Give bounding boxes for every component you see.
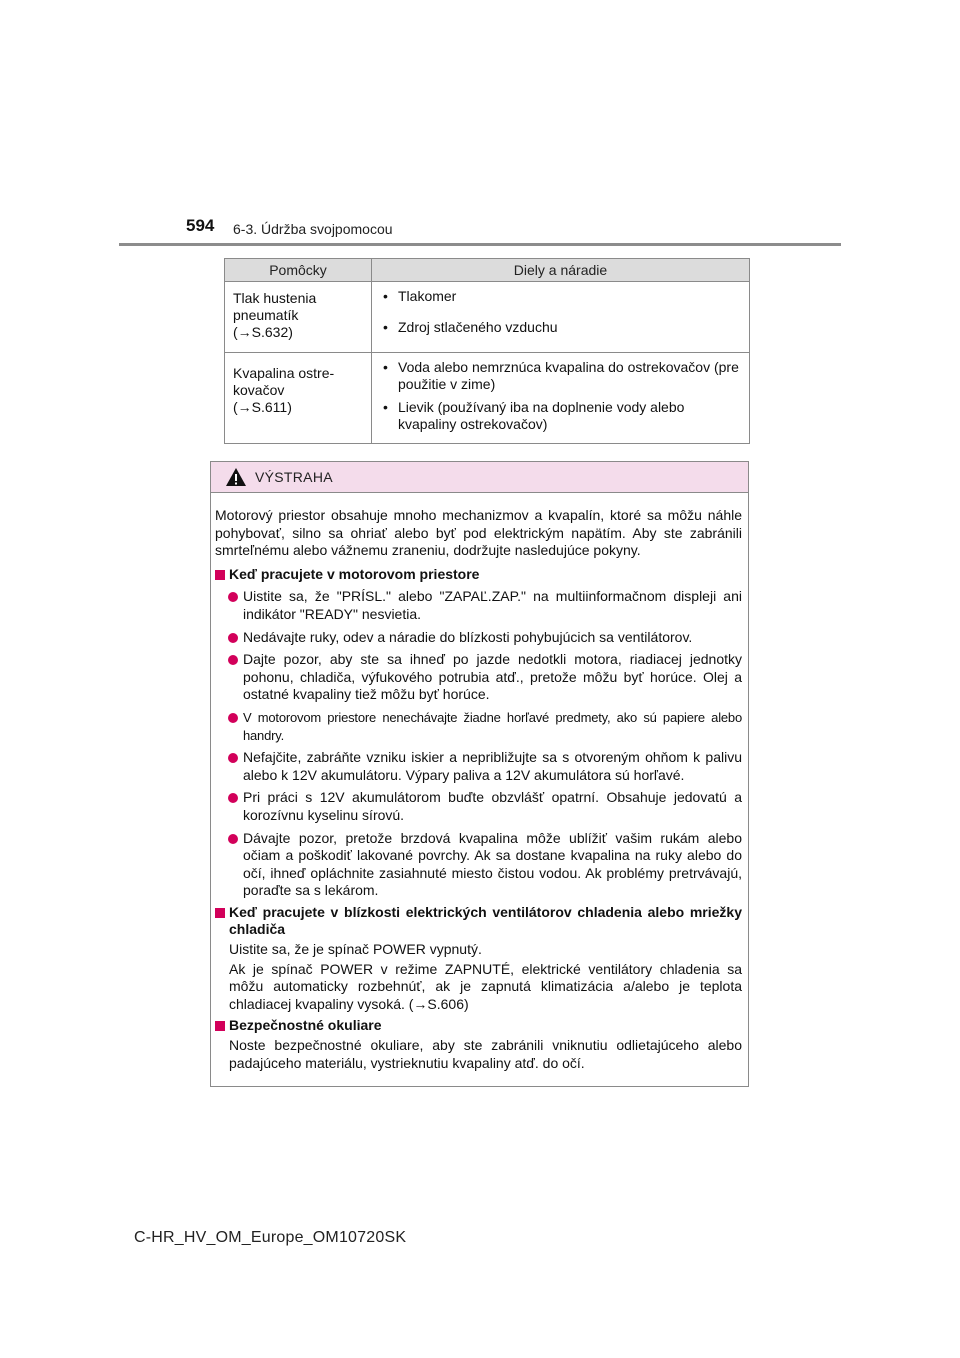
tool-cell xyxy=(225,353,372,444)
warning-title: VÝSTRAHA xyxy=(255,469,333,485)
bullet-dot-icon xyxy=(228,655,238,665)
warning-bullet: Pri práci s 12V akumulátorom buďte obzvlášť opatrní. Obsahuje jedovatú a korozívnu kyselinu sírovú. xyxy=(215,789,742,824)
section-heading: Keď pracujete v motorovom priestore xyxy=(215,566,742,584)
parts-item: • Zdroj stlačeného vzduchu xyxy=(380,319,741,336)
bullet-dot-icon xyxy=(228,834,238,844)
section-heading: Keď pracujete v blízkosti elektrických ventilátorov chladenia alebo mriežky chladiča xyxy=(215,904,742,939)
warning-body xyxy=(211,493,748,1072)
bullet-dot-icon xyxy=(228,793,238,803)
tool-name-line: Kvapalina ostre- xyxy=(233,365,335,381)
warning-triangle-icon xyxy=(225,467,247,487)
tool-name-line: kovačov xyxy=(233,382,285,398)
section-text: Ak je spínač POWER v režime ZAPNUTÉ, elektrické ventilátory chladenia sa môžu automaticky rozbehnúť, ak je zapnutá klimatizácia a/alebo je teplota chladiacej kvapaliny vysoká. (→S.606) xyxy=(229,960,742,1012)
parts-item: • Tlakomer xyxy=(380,288,741,305)
page-reference: (→S.632) xyxy=(233,324,293,340)
parts-cell xyxy=(372,353,750,444)
warning-bullet: Nedávajte ruky, odev a náradie do blízkosti pohybujúcich sa ventilátorov. xyxy=(215,629,742,647)
parts-item: • Lievik (používaný iba na doplnenie vody alebo kvapaliny ostrekovačov) xyxy=(380,399,741,433)
square-bullet-icon xyxy=(215,570,225,580)
header-rule xyxy=(119,243,841,246)
tool-name-line: Tlak hustenia xyxy=(233,290,317,306)
section-text: Uistite sa, že je spínač POWER vypnutý. xyxy=(229,941,482,958)
tool-cell xyxy=(225,282,372,353)
bullet-dot-icon xyxy=(228,592,238,602)
bullet-dot-icon xyxy=(228,753,238,763)
section-title: 6-3. Údržba svojpomocou xyxy=(233,221,393,237)
table-row xyxy=(225,353,750,444)
column-header-parts: Diely a náradie xyxy=(372,259,750,282)
warning-bullet: Dávajte pozor, pretože brzdová kvapalina môže ublížiť vašim rukám alebo očiam a poškodiť lakované povrchy. Ak sa dostane kvapalina na ruky alebo do očí, ihneď opláchnite zasiahnuté miesto čistou vodou. Ak problémy pretrvávajú, poraďte sa s lekárom. xyxy=(215,830,742,900)
warning-bullet: Uistite sa, že "PRÍSL." alebo "ZAPAĽ.ZAP." na multiinformačnom displeji ani indikátor "READY" nesvietia. xyxy=(215,588,742,623)
bullet-dot-icon xyxy=(228,713,238,723)
page-number: 594 xyxy=(186,216,215,235)
warning-bullet: V motorovom priestore nenechávajte žiadne horľavé predmety, ako sú papiere alebo handry. xyxy=(215,709,742,744)
square-bullet-icon xyxy=(215,1021,225,1031)
section-text: Noste bezpečnostné okuliare, aby ste zabránili vniknutiu odlietajúceho alebo padajúceho materiálu, vystrieknutiu kvapaliny atď. do očí. xyxy=(229,1037,742,1071)
warning-intro: Motorový priestor obsahuje mnoho mechanizmov a kvapalín, ktoré sa môžu náhle pohybovať, silno sa ohriať alebo byť pod elektrickým napätím. Aby ste zabránili smrteľnému alebo vážnemu zraneniu, dodržujte nasledujúce pokyny. xyxy=(215,507,742,559)
bullet-dot-icon xyxy=(228,633,238,643)
warning-bullet: Nefajčite, zabráňte vzniku iskier a nepribližujte sa s otvoreným ohňom k palivu alebo k 12V akumulátoru. Výpary paliva a 12V akumulátora sú horľavé. xyxy=(215,749,742,784)
section-heading: Bezpečnostné okuliare xyxy=(215,1017,742,1035)
table-row xyxy=(225,282,750,353)
warning-bullet: Dajte pozor, aby ste sa ihneď po jazde nedotkli motora, riadiacej jednotky pohonu, chladiča, výfukového potrubia atď., pretože môžu byť horúce. Olej a ostatné kvapaliny tiež môžu byť horúce. xyxy=(215,651,742,704)
square-bullet-icon xyxy=(215,908,225,918)
warning-box xyxy=(210,461,749,1087)
page-reference: (→S.611) xyxy=(233,399,292,415)
table-header-row xyxy=(225,259,750,282)
document-id: C-HR_HV_OM_Europe_OM10720SK xyxy=(134,1229,407,1246)
parts-cell xyxy=(372,282,750,353)
parts-item: • Voda alebo nemrznúca kvapalina do ostrekovačov (pre použitie v zime) xyxy=(380,359,741,393)
tool-name-line: pneumatík xyxy=(233,307,299,323)
warning-header xyxy=(211,462,748,493)
tools-table xyxy=(224,258,750,444)
column-header-tools: Pomôcky xyxy=(225,259,372,282)
